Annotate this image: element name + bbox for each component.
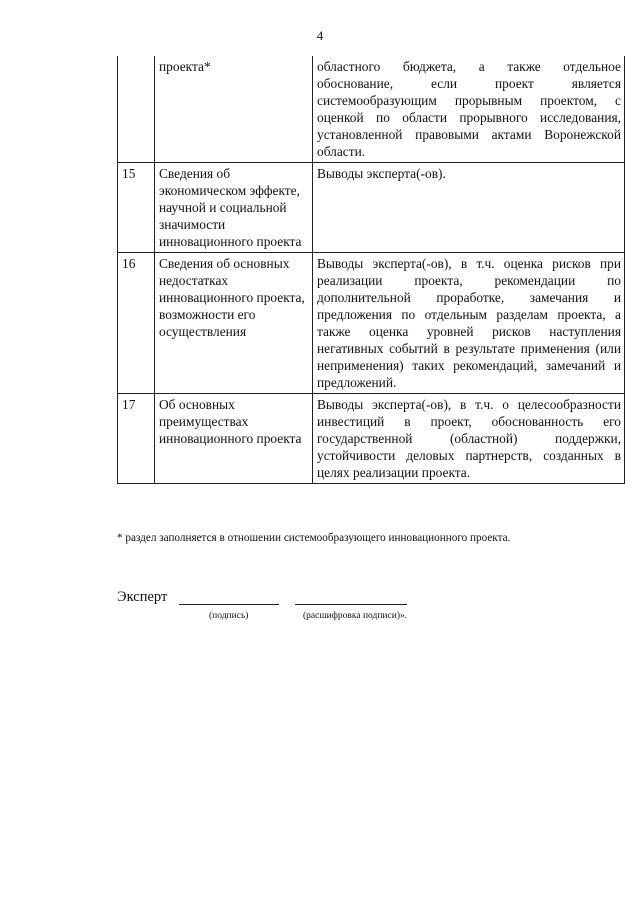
row-description: Выводы эксперта(-ов), в т.ч. о целесообразности инвестиций в проект, обоснованность его государственной (областной) поддержки, устойчивости деловых партнерств, созданных в целях реализации проекта. [313,394,625,484]
row-section-name: Об основных преимуществах инновационного проекта [155,394,313,484]
table-row [118,163,625,253]
row-section-name: Сведения об экономическом эффекте, научной и социальной значимости инновационного проекта [155,163,313,253]
row-number: 15 [118,163,155,253]
row-number: 17 [118,394,155,484]
expert-label: Эксперт [117,589,168,605]
table-row [118,394,625,484]
row-number: 16 [118,253,155,394]
row-section-name: проекта* [155,56,313,163]
row-description: Выводы эксперта(-ов). [313,163,625,253]
signature-decoding-caption: (расшифровка подписи)». [303,611,408,621]
row-section-name: Сведения об основных недостатках инновационного проекта, возможности его осуществления [155,253,313,394]
signature-decoding-line [295,604,407,605]
table-row [118,253,625,394]
row-description: областного бюджета, а также отдельное обоснование, если проект является системообразующим прорывным проектом, с оценкой по области прорывного исследования, установленной правовыми актами Воронежской области. [313,56,625,163]
expert-conclusion-table [117,56,625,484]
footnote: * раздел заполняется в отношении системообразующего инновационного проекта. [117,532,511,544]
table-row [118,56,625,163]
signature-line [179,604,279,605]
row-number [118,56,155,163]
signature-block [117,589,517,639]
signature-caption: (подпись) [209,611,249,621]
row-description: Выводы эксперта(-ов), в т.ч. оценка рисков при реализации проекта, рекомендации по дополнительной проработке, замечания и предложения по отдельным разделам проекта, а также оценка уровней рисков наступления негативных событий в результате применения (или неприменения) таких рекомендаций, замечаний и предложений. [313,253,625,394]
page-number: 4 [316,28,324,43]
